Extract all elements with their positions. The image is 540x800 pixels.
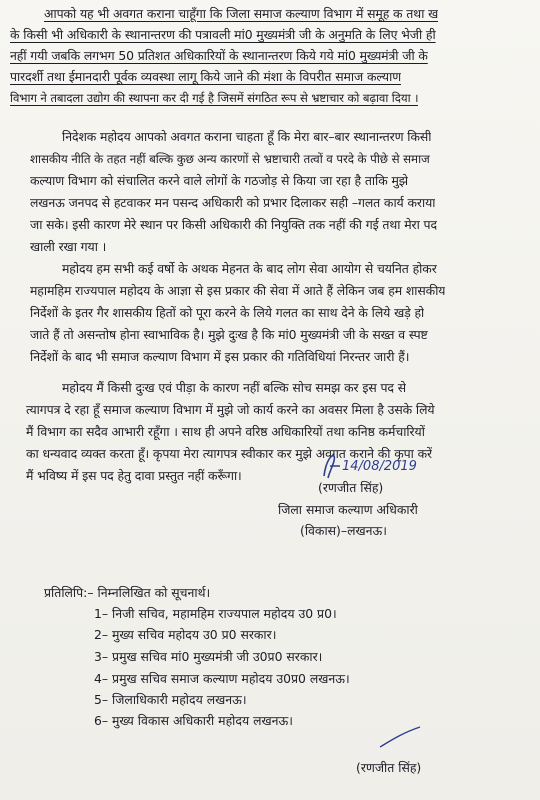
cc-item-4: 4– प्रमुख सचिव समाज कल्याण महोदय उ0प्र0 लखनऊ। xyxy=(94,671,350,686)
para3-line-3: निर्देशों के इतर गैर शासकीय हितों को पूरा करने के लिये गलत का साथ देने के लिये खड़े हो xyxy=(30,305,425,320)
para3-line-4: जाते हैं तो असन्तोष होना स्वाभाविक है। मुझे दुःख है कि मां0 मुख्यमंत्री जी के सख्त व स्पष्ट xyxy=(30,327,428,342)
para2-line-6: खाली रखा गया । xyxy=(30,239,107,254)
para4-line-2: त्यागपत्र दे रहा हूँ समाज कल्याण विभाग में मुझे जो कार्य करने का अवसर मिला है उसके लिये xyxy=(26,402,435,417)
cc-heading: प्रतिलिपि:– निम्नलिखित को सूचनार्थ। xyxy=(44,585,211,600)
cc-item-1: 1– निजी सचिव, महामहिम राज्यपाल महोदय उ0 प्र0। xyxy=(94,606,337,621)
para2-line-2: शासकीय नीति के तहत नहीं बल्कि कुछ अन्य कारणों से भ्रष्टाचारी तत्वों व परदे के पीछे से समाज xyxy=(30,152,430,166)
para1-line-3: नहीं गयी जबकि लगभग 50 प्रतिशत अधिकारियों के स्थानान्तरण किये गये मां0 मुख्यमंत्री जी के xyxy=(10,48,428,63)
para4-line-1: महोदय मैं किसी दुःख एवं पीड़ा के कारण नहीं बल्कि सोच समझ कर इस पद से xyxy=(62,380,406,395)
para1-line-2: के किसी भी अधिकारी के स्थानान्तरण की पत्रावली मां0 मुख्यमंत्री जी के अनुमति के लिए भेजी ही xyxy=(10,27,436,42)
signatory-office: (विकास)–लखनऊ। xyxy=(300,523,387,538)
para1-line-4: पारदर्शी तथा ईमानदारी पूर्वक व्यवस्था लागू किये जाने की मंशा के विपरीत समाज कल्याण xyxy=(10,69,402,84)
para2-line-3: कल्याण विभाग को संचालित करने वाले लोगों के गठजोड़ से किया जा रहा है ताकि मुझे xyxy=(30,173,409,188)
para1-line-1: आपको यह भी अवगत कराना चाहूँगा कि जिला समाज कल्याण विभाग में समूह क तथा ख xyxy=(44,6,439,21)
stamp-date-text: 14/08/2019 xyxy=(342,459,417,474)
para2-line-1: निदेशक महोदय आपको अवगत कराना चाहता हूँ कि मेरा बार–बार स्थानान्तरण किसी xyxy=(62,129,432,144)
para4-line-4: का धन्यवाद व्यक्त करता हूँ। कृपया मेरा त्यागपत्र स्वीकार कर मुझे अवगत कराने की कृपा करें xyxy=(26,446,432,461)
cc-item-6: 6– मुख्य विकास अधिकारी महोदय लखनऊ। xyxy=(94,713,293,728)
handwritten-signature-mark xyxy=(376,723,426,753)
signatory-designation: जिला समाज कल्याण अधिकारी xyxy=(278,502,418,517)
para4-line-3: मैं विभाग का सदैव आभारी रहूँगा । साथ ही अपने वरिष्ठ अधिकारियों तथा कनिष्ठ कर्मचारियों xyxy=(26,424,425,439)
para1-line-5: विभाग ने तबादला उद्योग की स्थापना कर दी गई है जिसमें संगठित रूप से भ्रष्टाचार को बढ़ावा दिया । xyxy=(10,91,419,105)
cc-item-5: 5– जिलाधिकारी महोदय लखनऊ। xyxy=(94,692,247,707)
cc-item-2: 2– मुख्य सचिव महोदय उ0 प्र0 सरकार। xyxy=(94,627,277,642)
para3-line-5: निर्देशों के बाद भी समाज कल्याण विभाग में इस प्रकार की गतिविधियां निरन्तर जारी हैं। xyxy=(30,349,410,364)
para3-line-2: महामहिम राज्यपाल महोदय के आज्ञा से इस प्रकार की सेवा में आते हैं लेकिन जब हम शासकीय xyxy=(30,283,446,298)
closing-signatory-name: (रणजीत सिंह) xyxy=(356,760,422,775)
para3-line-1: महोदय हम सभी कई वर्षो के अथक मेहनत के बाद लोग सेवा आयोग से चयनित होकर xyxy=(62,261,437,276)
para4-line-5: मैं भविष्य में इस पद हेतु दावा प्रस्तुत नहीं करूँगा। xyxy=(26,468,242,483)
para2-line-5: जा सके। इसी कारण मेरे स्थान पर किसी अधिकारी की नियुक्ति तक नहीं की गई तथा मेरा पद xyxy=(30,217,437,232)
para2-line-4: लखनऊ जनपद से हटवाकर मन पसन्द अधिकारी को प्रभार दिलाकर सही –गलत कार्य कराया xyxy=(30,195,436,210)
cc-item-3: 3– प्रमुख सचिव मां0 मुख्यमंत्री जी उ0प्र0 सरकार। xyxy=(94,649,323,664)
signatory-name: (रणजीत सिंह) xyxy=(318,480,384,495)
